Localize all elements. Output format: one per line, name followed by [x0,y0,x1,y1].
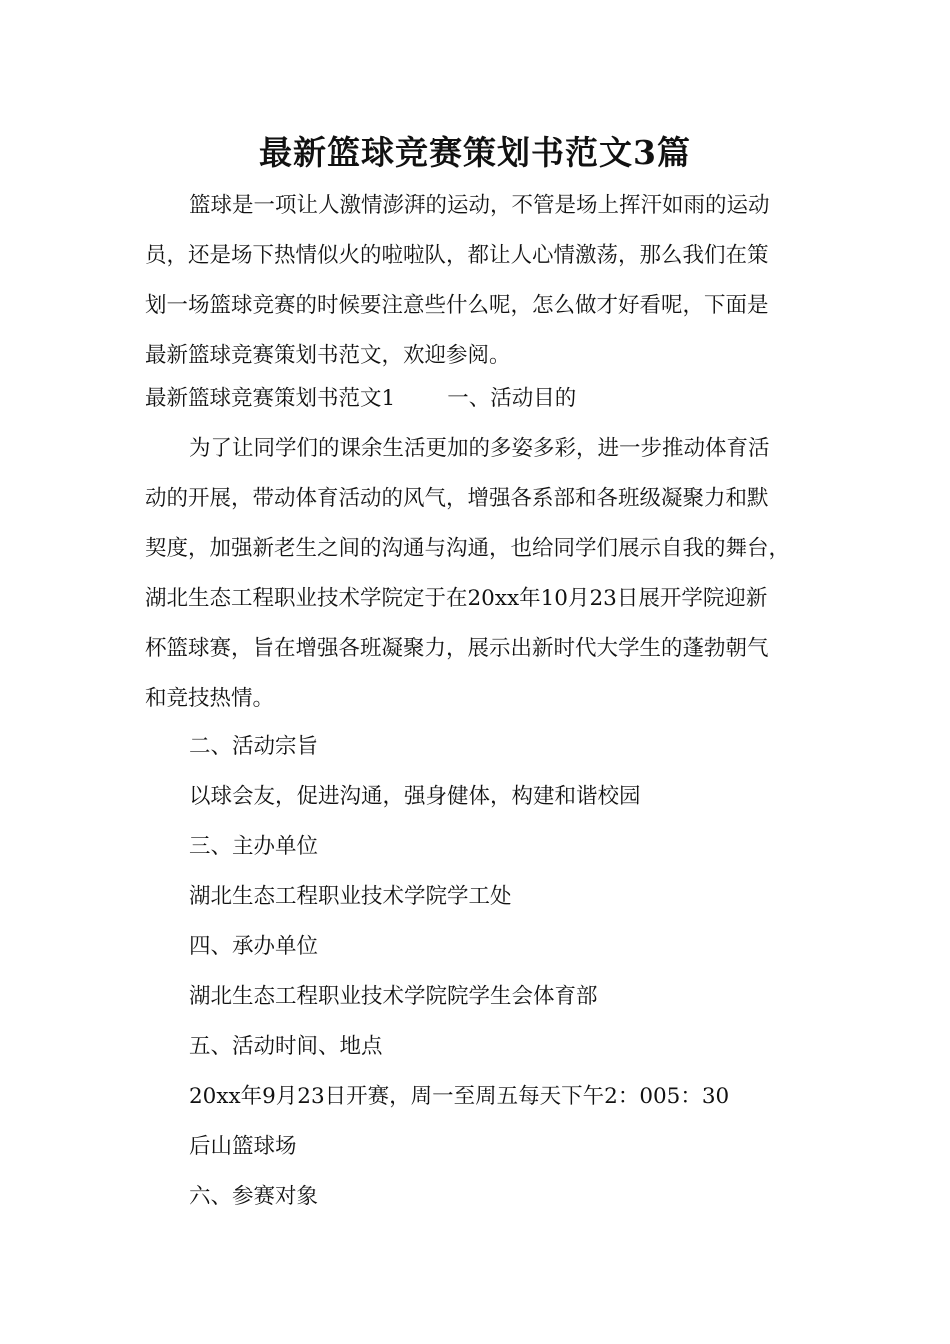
purpose-line: 和竞技热情。 [145,686,275,711]
intro-line: 篮球是一项让人激情澎湃的运动，不管是场上挥汗如雨的运动 [189,193,770,218]
purpose-paragraph [145,424,815,724]
item-text: 20xx年9月23日开赛，周一至周五每天下午2：005：30 [189,1084,730,1109]
item-text: 后山篮球场 [189,1134,297,1159]
section-heading: 最新篮球竞赛策划书范文1 [145,386,396,411]
item-heading-participants: 六、参赛对象 [189,1184,319,1209]
purpose-line: 为了让同学们的课余生活更加的多姿多彩，进一步推动体育活 [189,436,770,461]
intro-line: 最新篮球竞赛策划书范文，欢迎参阅。 [145,343,511,368]
item-heading-purpose: 二、活动宗旨 [189,734,319,759]
item-text: 湖北生态工程职业技术学院学工处 [189,884,512,909]
item-heading-time-place: 五、活动时间、地点 [189,1034,383,1059]
item-text: 湖北生态工程职业技术学院院学生会体育部 [189,984,598,1009]
purpose-line: 杯篮球赛，旨在增强各班凝聚力，展示出新时代大学生的蓬勃朝气 [145,636,769,661]
purpose-line: 动的开展，带动体育活动的风气，增强各系部和各班级凝聚力和默 [145,486,769,511]
item-heading-organizer: 三、主办单位 [189,834,319,859]
section-subheading: 一、活动目的 [447,386,577,411]
item-heading-host: 四、承办单位 [189,934,319,959]
items-list [145,722,815,1222]
purpose-line: 湖北生态工程职业技术学院定于在20xx年10月23日展开学院迎新 [145,586,768,611]
intro-line: 划一场篮球竞赛的时候要注意些什么呢，怎么做才好看呢，下面是 [145,293,769,318]
section-heading-line [145,374,815,424]
intro-paragraph [145,181,815,381]
purpose-line: 契度，加强新老生之间的沟通与沟通，也给同学们展示自我的舞台， [145,536,791,561]
document-title: 最新篮球竞赛策划书范文3篇 [259,133,691,172]
item-text: 以球会友，促进沟通，强身健体，构建和谐校园 [189,784,641,809]
intro-line: 员，还是场下热情似火的啦啦队，都让人心情激荡，那么我们在策 [145,243,769,268]
